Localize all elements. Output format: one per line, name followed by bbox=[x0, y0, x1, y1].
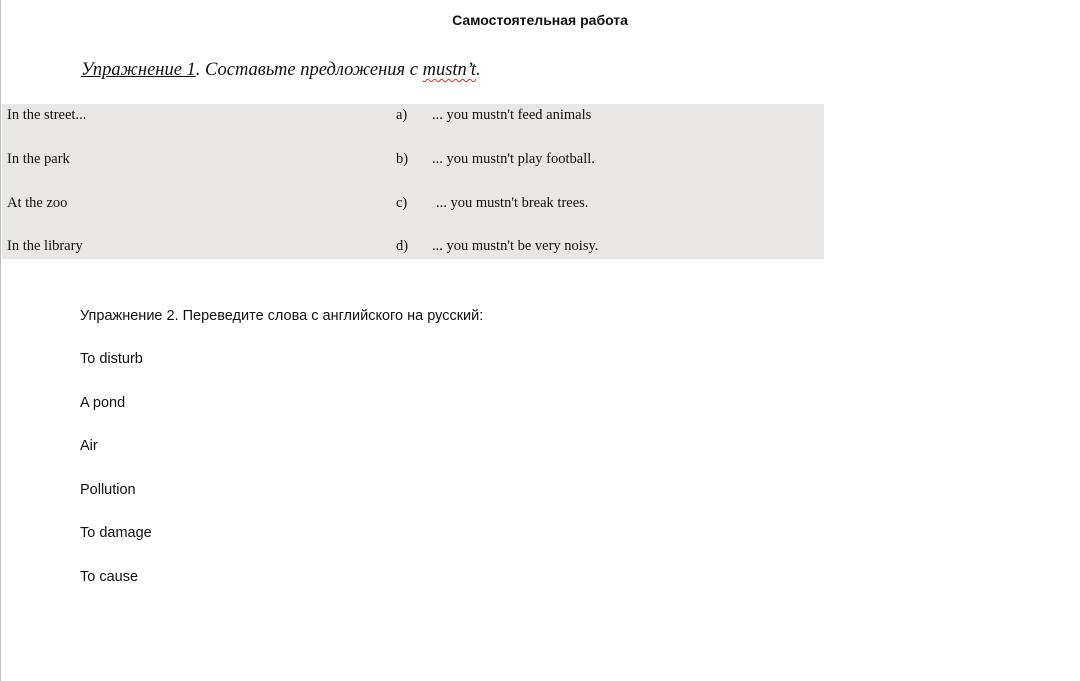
exercise-1-table bbox=[2, 104, 824, 259]
document-title: Самостоятельная работа bbox=[452, 12, 628, 28]
row-rule: ... you mustn't break trees. bbox=[436, 195, 589, 211]
row-rule: ... you mustn't play football. bbox=[432, 151, 595, 167]
row-place: In the street... bbox=[7, 107, 87, 123]
table-row bbox=[2, 148, 824, 172]
vocabulary-item: Air bbox=[80, 438, 98, 454]
exercise-1-instruction: . Составьте предложения с bbox=[195, 60, 423, 80]
row-letter: a) bbox=[396, 107, 408, 123]
vocabulary-item: To disturb bbox=[80, 351, 143, 367]
row-rule: ... you mustn't be very noisy. bbox=[432, 238, 599, 254]
vocabulary-item: A pond bbox=[80, 395, 126, 411]
vocabulary-item: Pollution bbox=[80, 482, 136, 498]
row-rule: ... you mustn't feed animals bbox=[432, 107, 592, 123]
row-letter: d) bbox=[396, 238, 409, 254]
table-row bbox=[2, 192, 824, 216]
row-letter: b) bbox=[396, 151, 409, 167]
table-row bbox=[2, 235, 824, 259]
exercise-1-trailing: . bbox=[476, 60, 481, 80]
row-letter: c) bbox=[396, 195, 408, 211]
row-place: In the library bbox=[7, 238, 83, 254]
page-left-border bbox=[0, 0, 1, 681]
exercise-1-keyword: mustn’t bbox=[422, 60, 477, 80]
exercise-1-label: Упражнение 1 bbox=[81, 60, 196, 80]
exercise-1-heading bbox=[81, 60, 481, 81]
row-place: In the park bbox=[7, 151, 70, 167]
exercise-2-heading: Упражнение 2. Переведите слова с английского на русский: bbox=[80, 308, 484, 324]
vocabulary-item: To damage bbox=[80, 525, 152, 541]
row-place: At the zoo bbox=[7, 195, 68, 211]
vocabulary-item: To cause bbox=[80, 569, 139, 585]
table-row bbox=[2, 104, 824, 128]
